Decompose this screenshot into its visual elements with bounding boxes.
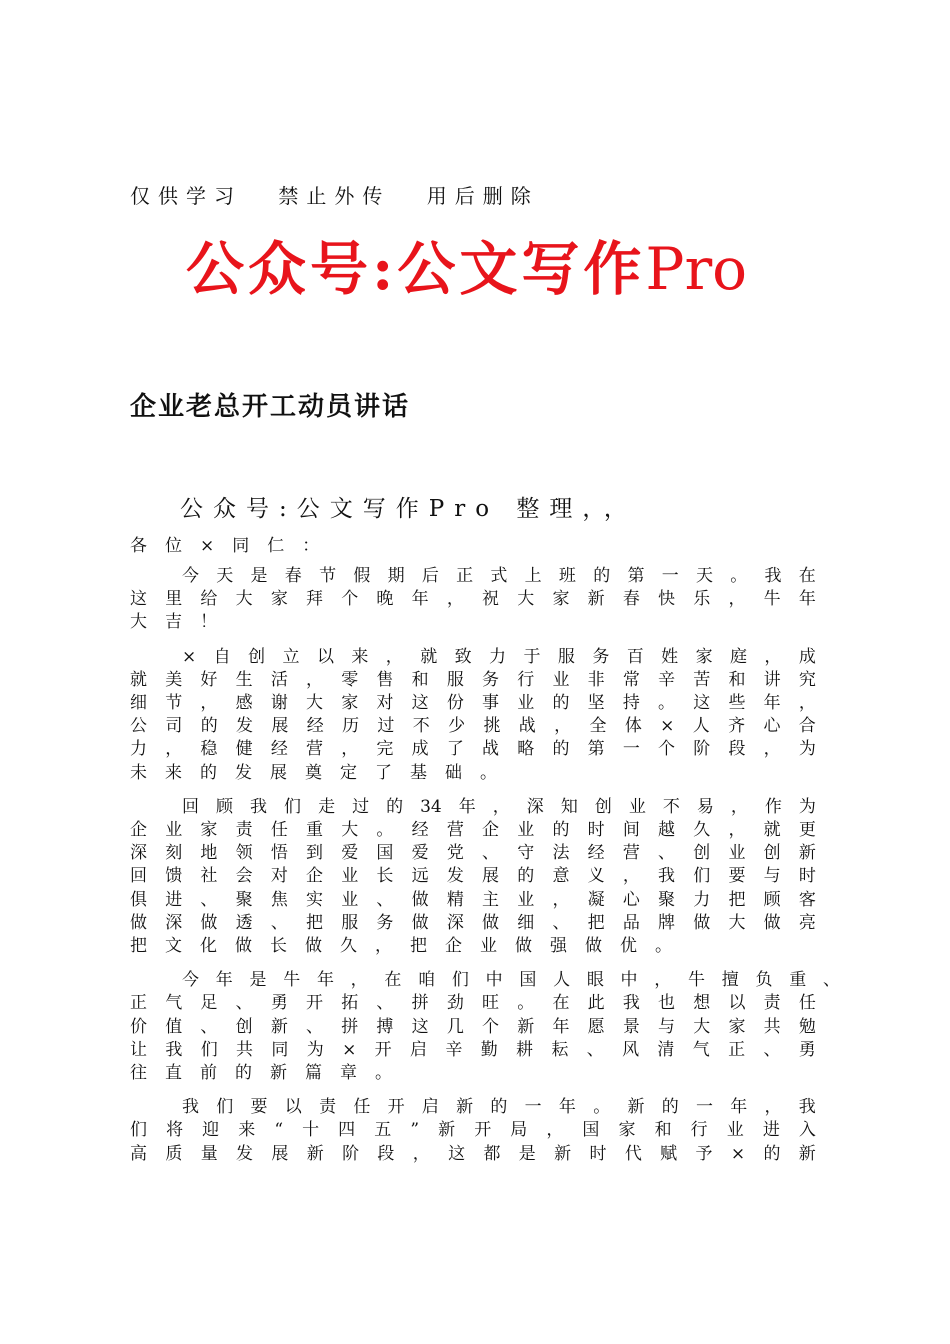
speech-body (130, 565, 840, 1177)
text-line: 大 吉 ！ (130, 612, 217, 633)
paragraph (130, 646, 816, 785)
text-line: 价 值 、 创 新 、 拼 搏 这 几 个 新 年 愿 景 与 大 家 共 勉 (130, 1016, 816, 1037)
text-line: 未 来 的 发 展 奠 定 了 基 础 。 (130, 762, 497, 783)
text-line: 高 质 量 发 展 新 阶 段 ， 这 都 是 新 时 代 赋 予 × 的 新 (130, 1143, 816, 1164)
text-line: 把 文 化 做 长 做 久 ， 把 企 业 做 强 做 优 。 (130, 936, 672, 957)
text-line: 这 里 给 大 家 拜 个 晚 年 ， 祝 大 家 新 春 快 乐 ， 牛 年 (130, 589, 816, 610)
text-line: 今 天 是 春 节 假 期 后 正 式 上 班 的 第 一 天 。 我 在 (182, 566, 816, 586)
text-line: 正 气 足 、 勇 开 拓 、 拼 劲 旺 。 在 此 我 也 想 以 责 任 (130, 993, 816, 1014)
notice-part: 禁止外传 (278, 184, 391, 208)
text-line: 做 深 做 透 、 把 服 务 做 深 做 细 、 把 品 牌 做 大 做 亮 (130, 912, 816, 933)
brand-suffix: Pro (645, 235, 748, 303)
text-line: 回 馈 社 会 对 企 业 长 远 发 展 的 意 义 ， 我 们 要 与 时 (130, 866, 816, 887)
usage-notice (130, 180, 561, 209)
paragraph (130, 796, 816, 958)
text-line: 公 司 的 发 展 经 历 过 不 少 挑 战 ， 全 体 × 人 齐 心 合 (130, 716, 816, 737)
notice-part: 仅供学习 (130, 184, 242, 208)
text-line: 力 ， 稳 健 经 营 ， 完 成 了 战 略 的 第 一 个 阶 段 ， 为 (130, 739, 816, 760)
paragraph (130, 1096, 816, 1166)
brand-prefix: 公众号:公文写作 (186, 235, 646, 303)
paragraph (130, 565, 816, 635)
text-line: 回 顾 我 们 走 过 的 34 年 ， 深 知 创 业 不 易 ， 作 为 (182, 796, 816, 817)
brand-watermark (186, 222, 747, 306)
notice-part: 用后删除 (426, 184, 539, 208)
text-line: × 自 创 立 以 来 ， 就 致 力 于 服 务 百 姓 家 庭 ， 成 (182, 646, 816, 667)
text-line: 往 直 前 的 新 篇 章 。 (130, 1063, 392, 1084)
text-line: 让 我 们 共 同 为 × 开 启 辛 勤 耕 耘 、 风 清 气 正 、 勇 (130, 1039, 816, 1060)
text-line: 我 们 要 以 责 任 开 启 新 的 一 年 。 新 的 一 年 ， 我 (182, 1097, 816, 1118)
text-line: 就 美 好 生 活 ， 零 售 和 服 务 行 业 非 常 辛 苦 和 讲 究 (130, 669, 816, 690)
document-subtitle: 公众号:公文写作Pro 整理，， (180, 496, 637, 522)
text-line: 们 将 迎 来 “ 十 四 五 ” 新 开 局 ， 国 家 和 行 业 进 入 (130, 1120, 816, 1141)
text-line: 今 年 是 牛 年 ， 在 咱 们 中 国 人 眼 中 ， 牛 擅 负 重 、 (182, 970, 840, 991)
text-line: 深 刻 地 领 悟 到 爱 国 爱 党 、 守 法 经 营 、 创 业 创 新 (130, 843, 816, 864)
paragraph (130, 969, 840, 1085)
document-title: 企业老总开工动员讲话 (130, 392, 411, 422)
greeting-line: 各位×同仁： (130, 536, 338, 556)
text-line: 企 业 家 责 任 重 大 。 经 营 企 业 的 时 间 越 久 ， 就 更 (130, 820, 816, 841)
text-line: 俱 进 、 聚 焦 实 业 、 做 精 主 业 ， 凝 心 聚 力 把 顾 客 (130, 889, 816, 910)
text-line: 细 节 ， 感 谢 大 家 对 这 份 事 业 的 坚 持 。 这 些 年 ， (130, 693, 816, 714)
